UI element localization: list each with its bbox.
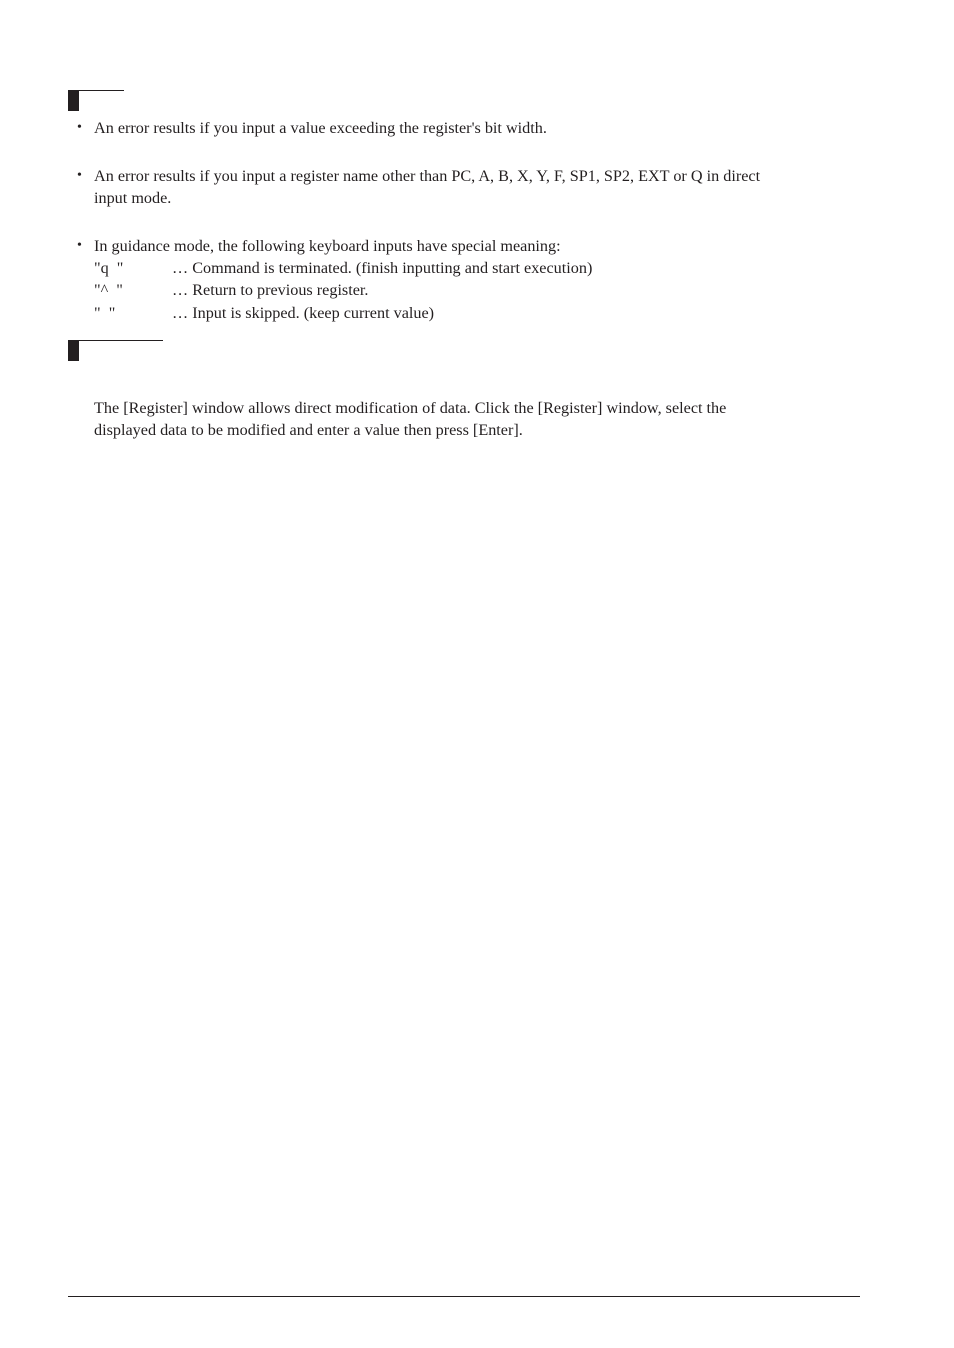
section-rule-direct-modification — [79, 340, 163, 341]
bullet-icon: • — [77, 238, 82, 253]
key-description: … Input is skipped. (keep current value) — [172, 304, 435, 322]
key-description: … Command is terminated. (finish inputting and start execution) — [172, 259, 593, 277]
section-marker-notes — [68, 90, 79, 111]
footer-rule — [68, 1296, 860, 1297]
note-item-2-line-1: An error results if you input a register name other than PC, A, B, X, Y, F, SP1, SP2, EXT or Q in direct — [94, 167, 761, 185]
key-label: " " — [94, 304, 116, 322]
section-marker-direct-modification — [68, 340, 79, 361]
note-item-2-line-2: input mode. — [94, 189, 172, 207]
section2-paragraph-line-2: displayed data to be modified and enter a value then press [Enter]. — [94, 421, 523, 439]
key-label: "q " — [94, 259, 124, 277]
note-item-1: An error results if you input a value exceeding the register's bit width. — [94, 119, 547, 137]
section2-paragraph-line-1: The [Register] window allows direct modification of data. Click the [Register] window, select the — [94, 399, 727, 417]
key-description: … Return to previous register. — [172, 281, 369, 299]
note-item-3: In guidance mode, the following keyboard inputs have special meaning: — [94, 237, 561, 255]
section-rule-notes — [79, 90, 124, 91]
key-label: "^ " — [94, 281, 123, 299]
bullet-icon: • — [77, 168, 82, 183]
bullet-icon: • — [77, 120, 82, 135]
